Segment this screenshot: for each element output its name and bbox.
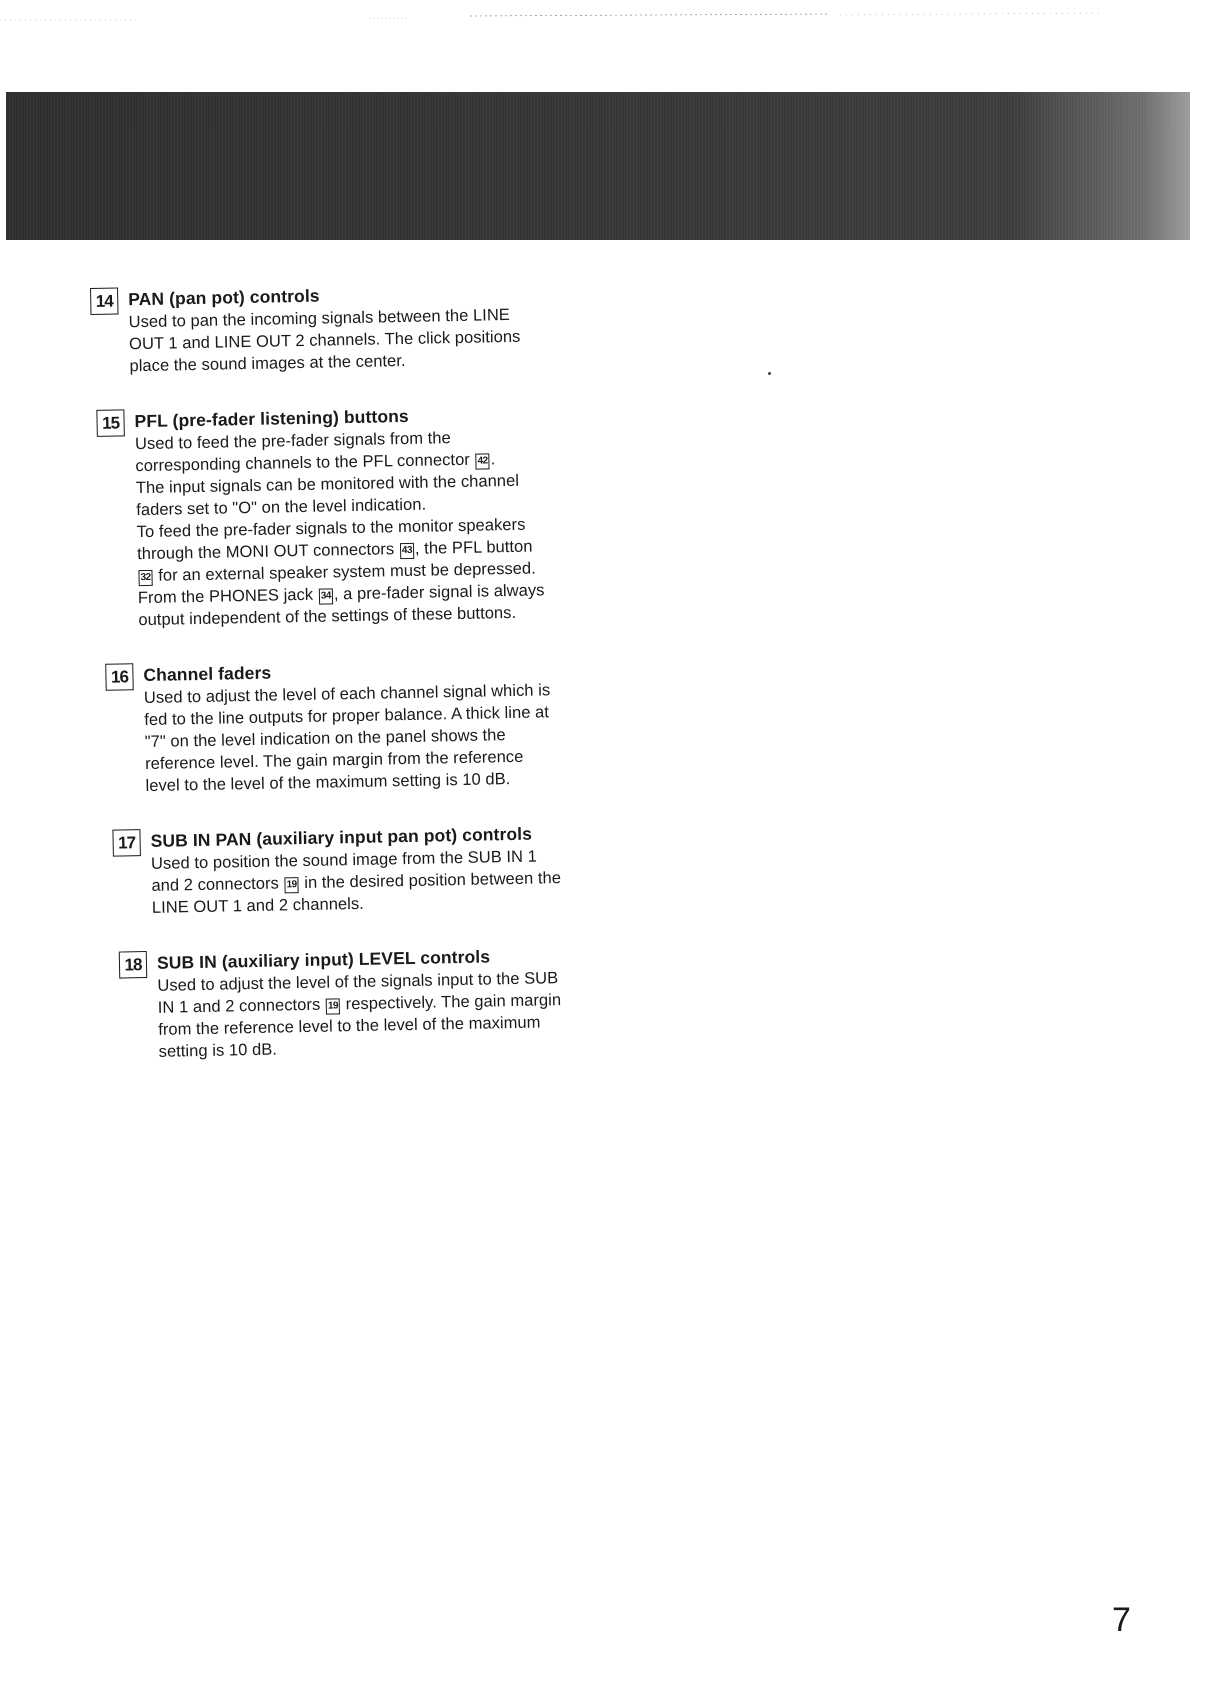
text-fragment: and 2 connectors (151, 874, 284, 895)
description-list (90, 278, 645, 1096)
text-line: from the reference level to the level of the maximum (158, 1013, 541, 1039)
item-number-badge: 15 (96, 409, 125, 437)
text-fragment: respectively. The gain margin (340, 991, 562, 1014)
text-fragment: for an external speaker system must be depressed. (153, 559, 536, 585)
text-line: level to the level of the maximum setting is 10 dB. (145, 770, 511, 796)
text-fragment: , a pre-fader signal is always (333, 581, 545, 604)
item-title: Channel faders (143, 662, 272, 686)
item-title: PAN (pan pot) controls (128, 285, 320, 310)
item-description (144, 678, 640, 797)
text-line: faders set to "O" on the level indication. (136, 495, 427, 520)
item-number-badge: 18 (119, 951, 148, 979)
text-fragment: in the desired position between the (299, 869, 562, 893)
text-line: output independent of the settings of these buttons. (138, 603, 517, 630)
item-number-badge: 17 (112, 829, 141, 857)
item-description (151, 844, 642, 919)
list-item (105, 654, 639, 798)
item-description (135, 424, 637, 632)
list-item (96, 400, 636, 632)
text-fragment: IN 1 and 2 connectors (157, 995, 326, 1017)
text-line: LINE OUT 1 and 2 channels. (151, 894, 364, 917)
list-item (90, 278, 632, 378)
list-item (119, 942, 645, 1064)
ref-number-phones-jack: 34 (319, 588, 333, 604)
text-line: "7" on the level indication on the panel shows the (144, 726, 506, 752)
page-number: 7 (1112, 1601, 1131, 1639)
scan-speck (768, 372, 771, 375)
text-fragment: , the PFL button (414, 537, 533, 558)
ref-number-sub-in: 19 (326, 998, 340, 1014)
text-line: The input signals can be monitored with the channel (135, 471, 520, 498)
ref-number-moni-out: 43 (400, 543, 414, 559)
item-title: PFL (pre-fader listening) buttons (134, 405, 409, 432)
item-title: SUB IN (auxiliary input) LEVEL controls (156, 946, 491, 973)
item-number-badge: 16 (105, 663, 134, 691)
text-line: Used to adjust the level of the signals input to the SUB (157, 969, 559, 995)
text-line: Used to position the sound image from the SUB IN 1 (150, 847, 538, 873)
ref-number-pfl-button: 32 (138, 570, 152, 586)
text-line: fed to the line outputs for proper balance. A thick line at (144, 703, 550, 730)
text-line: OUT 1 and LINE OUT 2 channels. The click positions (128, 327, 521, 354)
text-line: place the sound images at the center. (129, 351, 406, 376)
text-line: Used to feed the pre-fader signals from the (134, 429, 451, 454)
text-fragment: . (490, 450, 496, 469)
text-line: To feed the pre-fader signals to the monitor speakers (136, 515, 526, 542)
header-band (6, 92, 1190, 240)
item-title: SUB IN PAN (auxiliary input pan pot) controls (150, 823, 533, 851)
text-fragment: through the MONI OUT connectors (136, 540, 399, 564)
item-description (157, 966, 645, 1063)
scan-artifact-dots (0, 10, 1210, 24)
list-item (112, 820, 642, 920)
text-line: Used to pan the incoming signals between the LINE (128, 305, 511, 332)
text-line: Used to adjust the level of each channel signal which is (143, 681, 551, 708)
item-description (128, 302, 631, 378)
ref-number-sub-in: 19 (284, 877, 298, 893)
text-fragment: From the PHONES jack (137, 585, 318, 608)
text-line: reference level. The gain margin from the reference (144, 747, 524, 774)
ref-number-pfl-connector: 42 (475, 453, 489, 469)
text-fragment: corresponding channels to the PFL connector (135, 450, 475, 476)
item-number-badge: 14 (90, 287, 119, 315)
text-line: setting is 10 dB. (158, 1040, 278, 1061)
